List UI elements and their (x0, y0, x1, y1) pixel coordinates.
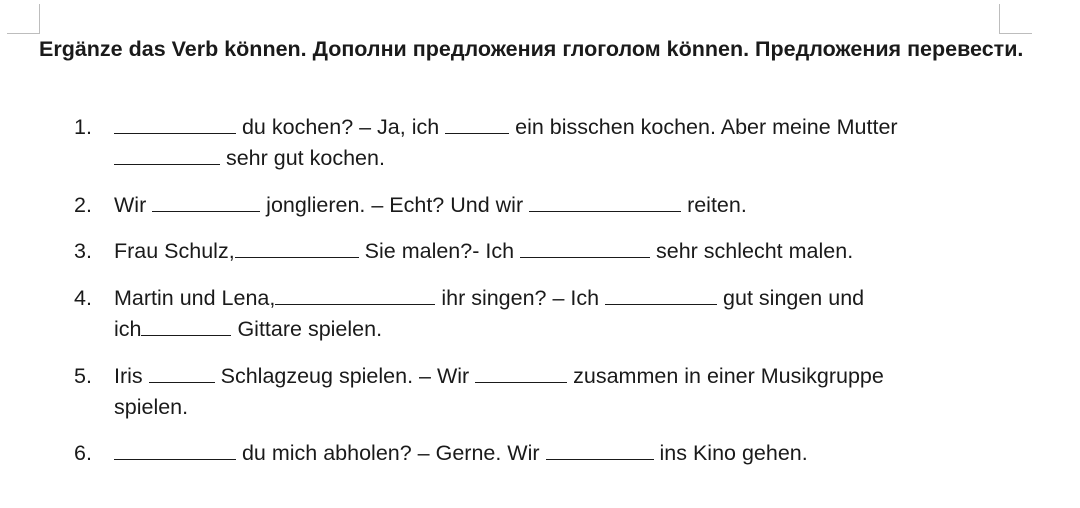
exercise-text (114, 190, 1014, 221)
exercise-item (74, 236, 1034, 267)
answer-blank (152, 194, 260, 212)
sentence-text: ein bisschen kochen. Aber meine Mutter (509, 115, 898, 139)
exercise-heading: Ergänze das Verb können. Дополни предложения глоголом können. Предложения перевести. (39, 37, 1024, 61)
sentence-text: sehr schlecht malen. (650, 239, 854, 263)
exercise-item (74, 283, 1034, 345)
exercise-number: 1. (74, 115, 92, 139)
exercise-line (114, 190, 1014, 221)
exercise-line (114, 392, 1014, 423)
answer-blank (529, 194, 681, 212)
answer-blank (235, 240, 359, 258)
sentence-text: reiten. (681, 193, 747, 217)
sentence-text: du mich abholen? – Gerne. Wir (236, 441, 546, 465)
sentence-text: Schlagzeug spielen. – Wir (214, 364, 476, 388)
page-margin-corner-mark (7, 4, 40, 34)
exercise-number: 5. (74, 364, 92, 388)
exercise-line (114, 143, 1014, 174)
exercise-number: 2. (74, 193, 92, 217)
page-margin-corner-mark (999, 4, 1032, 34)
exercise-item (74, 361, 1034, 423)
exercise-line (114, 314, 1014, 345)
sentence-text: ihr singen? – Ich (435, 286, 606, 310)
exercise-number: 4. (74, 286, 92, 310)
answer-blank (114, 116, 236, 134)
sentence-text: Frau Schulz, (114, 239, 235, 263)
exercise-number: 6. (74, 441, 92, 465)
answer-blank (275, 287, 435, 305)
sentence-text: sehr gut kochen. (220, 146, 385, 170)
sentence-text: Sie malen?- Ich (358, 239, 521, 263)
sentence-text: zusammen in einer Musikgruppe (567, 364, 884, 388)
exercise-line (114, 283, 1014, 314)
sentence-text: ins Kino gehen. (653, 441, 808, 465)
sentence-text: Iris (114, 364, 149, 388)
exercise-text (114, 438, 1014, 469)
sentence-text: ich (114, 317, 142, 341)
sentence-text: Wir (114, 193, 153, 217)
sentence-text: du kochen? – Ja, ich (236, 115, 446, 139)
answer-blank (141, 318, 231, 336)
answer-blank (149, 365, 215, 383)
exercise-text (114, 112, 1014, 174)
exercise-line (114, 438, 1014, 469)
sentence-text: Martin und Lena, (114, 286, 276, 310)
exercise-text (114, 283, 1014, 345)
sentence-text: spielen. (114, 395, 189, 419)
sentence-text: Gittare spielen. (231, 317, 383, 341)
answer-blank (114, 147, 220, 165)
answer-blank (445, 116, 509, 134)
sentence-text: jonglieren. – Echt? Und wir (260, 193, 530, 217)
exercise-text (114, 361, 1014, 423)
exercise-text (114, 236, 1014, 267)
exercise-line (114, 112, 1014, 143)
exercise-line (114, 361, 1014, 392)
answer-blank (475, 365, 567, 383)
exercise-number: 3. (74, 239, 92, 263)
answer-blank (605, 287, 717, 305)
answer-blank (546, 442, 654, 460)
answer-blank (520, 240, 650, 258)
exercise-item (74, 112, 1034, 174)
exercise-line (114, 236, 1014, 267)
answer-blank (114, 442, 236, 460)
exercise-item (74, 438, 1034, 469)
exercise-item (74, 190, 1034, 221)
sentence-text: gut singen und (717, 286, 865, 310)
